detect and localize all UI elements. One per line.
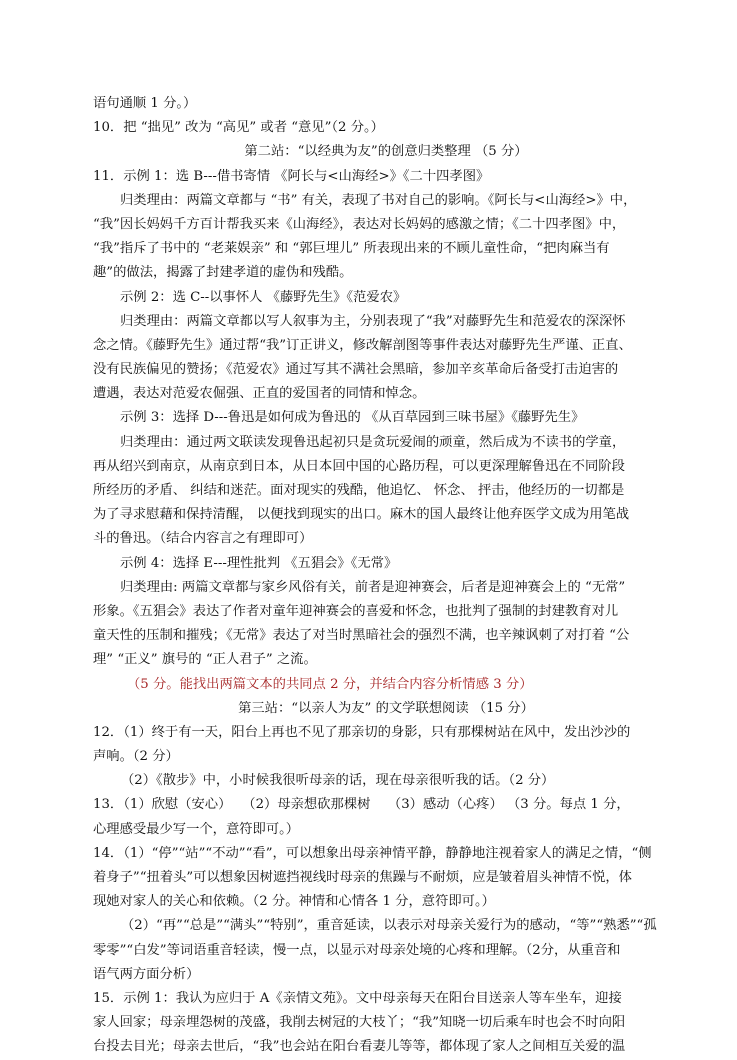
text-line: 现她对家人的关心和依赖。（2 分。神情和心情各 1 分，意符即可。） (93, 894, 495, 910)
text-line: （2）“再”“总是”“满头”“特别”，重音延读，以表示对母亲关爱行为的感动，“等”“熟悉”“孤 (121, 918, 657, 934)
text-line: 再从绍兴到南京，从南京到日本，从日本回中国的心路历程，可以更深理解鲁迅在不同阶段 (93, 458, 625, 474)
text-line: 趣”的做法，揭露了封建孝道的虚伪和残酷。 (93, 265, 353, 281)
question-14: 14．（1）“停”“站”“不动”“看”，可以想象出母亲神情平静，静静地注视着家人的满足之情，“侧 (93, 845, 652, 861)
text-line: “我”因长妈妈千方百计帮我买来《山海经》，表达对长妈妈的感激之情；《二十四孝图》中， (93, 216, 626, 232)
text-line: “我”指斥了书中的 “老莱娱亲” 和 “郭巨埋儿” 所表现出来的不顾儿童性命，“把肉麻当有 (93, 241, 610, 257)
text-line: 台投去目光；母亲去世后，“我”也会站在阳台看妻儿等等，都体现了家人之间相互关爱的温 (93, 1039, 626, 1055)
question-15: 15．示例 1：我认为应归于 A《亲情文苑》。文中母亲每天在阳台目送亲人等车坐车，迎接 (93, 990, 622, 1006)
text-line: 语句通顺 1 分。） (93, 96, 197, 111)
text-line: 家人回家；母亲埋怨树的茂盛，我削去树冠的大枝丫；“我”知晓一切后乘车时也会不时向阳 (93, 1015, 626, 1031)
question-13: 13．（1）欣慰（安心） （2）母亲想砍那棵树 （3）感动（心疼） （3 分。每点 1 分， (93, 797, 630, 813)
question-10: 10．把 “拙见” 改为 “高见” 或者 “意见”（2 分。） (93, 120, 384, 136)
example-heading: 示例 2：选 C--以事怀人 《藤野先生》《范爱农》 (120, 289, 407, 305)
section-heading-2: 第二站：“以经典为友”的创意归类整理 （5 分） (244, 144, 528, 160)
text-line: 理” “正义” 旗号的 “正人君子” 之流。 (93, 652, 317, 668)
text-line: 声响。（2 分） (93, 749, 179, 765)
text-line: 为了寻求慰藉和保持清醒， 以便找到现实的出口。麻木的国人最终让他弃医学文成为用笔战 (93, 507, 630, 523)
text-line: 归类理由：两篇文章都以写人叙事为主，分别表现了“我”对藤野先生和范爱农的深深怀 (120, 313, 626, 329)
text-line: 语气两方面分析） (93, 966, 200, 982)
text-line: 心理感受最少写一个，意符即可。） (93, 821, 300, 837)
text-line: （2）《散步》中，小时候我很听母亲的话，现在母亲很听我的话。（2 分） (121, 773, 555, 789)
text-line: 所经历的矛盾、 纠结和迷茫。面对现实的残酷，他追忆、 怀念、 抨击，他经历的一切都是 (93, 483, 625, 498)
text-line: 童天性的压制和摧残；《无常》表达了对当时黑暗社会的强烈不满，也辛辣讽刺了对打着 “公 (93, 628, 630, 644)
text-line: 没有民族偏见的赞扬；《范爱农》通过写其不满社会黑暗，参加辛亥革命后备受打击迫害的 (93, 362, 619, 378)
text-line: 遭遇，表达对范爱农倔强、正直的爱国者的同情和悼念。 (93, 386, 426, 402)
question-12: 12．（1）终于有一天，阳台上再也不见了那亲切的身影，只有那棵树站在风中，发出沙沙的 (93, 724, 631, 740)
text-line: 念之情。《藤野先生》通过帮“我”订正讲义，修改解剖图等事件表达对藤野先生严谨、正直、 (93, 337, 632, 353)
scoring-note: （5 分。能找出两篇文本的共同点 2 分，并结合内容分析情感 3 分） (127, 676, 533, 692)
text-line: 归类理由: 两篇文章都与家乡风俗有关，前者是迎神赛会，后者是迎神赛会上的 “无常” (120, 579, 626, 595)
example-heading: 示例 3：选择 D---鲁迅是如何成为鲁迅的 《从百草园到三味书屋》《藤野先生》 (120, 410, 585, 426)
section-heading-3: 第三站：“以亲人为友” 的文学联想阅读 （15 分） (238, 700, 534, 716)
text-line: 斗的鲁迅。（结合内容言之有理即可） (93, 531, 313, 547)
question-11: 11．示例 1：选 B---借书寄情 《阿长与<山海经>》《二十四孝图》 (93, 168, 490, 184)
text-line: 归类理由：通过两文联读发现鲁迅起初只是贪玩爱闹的顽童，然后成为不读书的学童， (120, 434, 626, 450)
text-line: 归类理由：两篇文章都与 “书” 有关，表现了书对自己的影响。《阿长与<山海经>》中， (120, 192, 637, 208)
example-heading: 示例 4：选择 E---理性批判 《五猖会》《无常》 (120, 555, 398, 571)
text-line: 形象。《五猖会》表达了作者对童年迎神赛会的喜爱和怀念，也批判了强制的封建教育对儿 (93, 603, 619, 619)
text-line: 零零”“白发”等词语重音轻读，慢一点，以显示对母亲处境的心疼和理解。（2分，从重音和 (93, 942, 621, 958)
text-line: 着身子”“扭着头”可以想象因树遮挡视线时母亲的焦躁与不耐烦，应是皱着眉头神情不悦，体 (93, 870, 632, 885)
